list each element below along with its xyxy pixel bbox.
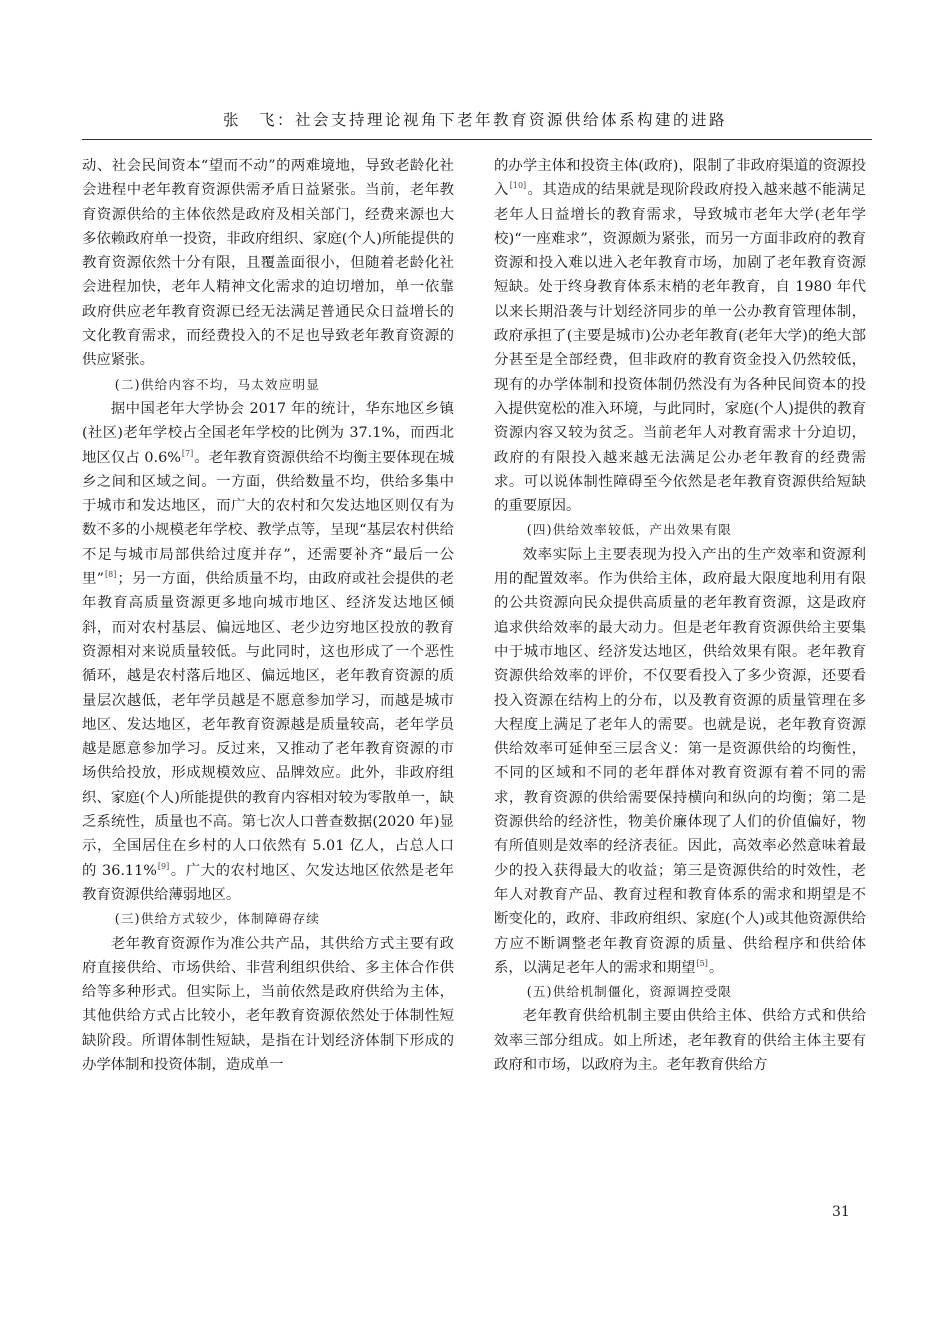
header-rule: [82, 139, 872, 140]
citation-5[interactable]: [5]: [696, 958, 708, 968]
citation-10[interactable]: [10]: [509, 181, 527, 191]
paragraph: [82, 397, 454, 907]
running-header: 张 飞：社会支持理论视角下老年教育资源供给体系构建的进路: [222, 111, 727, 129]
paragraph: 动、社会民间资本“望而不动”的两难境地，导致老龄化社会进程中老年教育资源供需矛盾日益紧张。当前，老年教育资源供给的主体依然是政府及相关部门，经费来源也大多依赖政府单一投资，非政府组织、家庭(个人)所能提供的教育资源依然十分有限，且覆盖面很小，但随着老龄化社会进程加快，老年人精神文化需求的迫切增加，单一依靠政府供应老年教育资源已经无法满足普通民众日益增长的文化教育需求，而经费投入的不足也导致老年教育资源的供应紧张。: [82, 158, 454, 369]
paragraph: 老年教育供给机制主要由供给主体、供给方式和供给效率三部分组成。如上所述，老年教育的供给主体主要有政府和市场，以政府为主。老年教育供给方: [494, 1008, 866, 1073]
citation-9[interactable]: [9]: [157, 861, 170, 871]
paragraph-text: 据中国老年大学协会 2017 年的统计，华东地区乡镇(社区)老年学校占全国老年学校的比例为 37.1%，而西北地区仅占 0.6%: [82, 400, 454, 466]
paragraph-text: 。老年教育资源供给不均衡主要体现在城乡之间和区域之间。一方面，供给数量不均，供给多集中于城市和发达地区，而广大的农村和欠发达地区则仅有为数不多的小规模老年学校、教学点等，呈现“基层农村供给不足与城市局部供给过度并存”，还需要补齐“最后一公里”: [82, 449, 454, 588]
citation-8[interactable]: [8]: [105, 570, 117, 580]
section-heading-5: (五)供给机制僵化，资源调控受限: [526, 984, 733, 1000]
citation-7[interactable]: [7]: [181, 448, 194, 458]
paragraph: 老年教育资源作为准公共产品，其供给方式主要有政府直接供给、市场供给、非营利组织供给、多主体合作供给等多种形式。但实际上，当前依然是政府供给为主体，其他供给方式占比较小，老年教育资源依然处于体制性短缺阶段。所谓体制性短缺，是指在计划经济体制下形成的办学体制和投资体制，造成单一: [82, 935, 454, 1073]
section-heading-2: (二)供给内容不均，马太效应明显: [114, 376, 321, 392]
paragraph: [494, 543, 866, 980]
paragraph-text: 的办学主体和投资主体(政府)，限制了非政府渠道的资源投入: [494, 158, 866, 199]
right-column: [494, 154, 866, 1077]
paragraph-text: 。其造成的结果就是现阶段政府投入越来越不能满足老年人日益增长的教育需求，导致城市老年大学(老年学校)“一座难求”，资源颇为紧张，而另一方面非政府的教育资源和投入难以进入老年教育市场，加剧了老年教育资源短缺。处于终身教育体系末梢的老年教育，自 1980 年代以来长期沿袭与计划经济同步的单一公办教育管理体制，政府承担了(主要是城市)公办老年教育(老年大学)的绝大部分甚至是全部经费，但非政府的教育资金投入仍然较低，现有的办学体制和投资体制仍然没有为各种民间资本的投入提供宽松的准入环境，与此同时，家庭(个人)提供的教育资源内容又较为贫乏。当前老年人对教育需求十分迫切，政府的有限投入越来越无法满足公办老年教育的经费需求。可以说体制性障碍至今依然是老年教育资源供给短缺的重要原因。: [494, 182, 866, 515]
left-column: [82, 154, 454, 1077]
page-number: 31: [832, 1204, 850, 1220]
paragraph-text: 。广大的农村地区、欠发达地区依然是老年教育资源供给薄弱地区。: [82, 862, 454, 903]
section-heading-4: (四)供给效率较低，产出效果有限: [526, 522, 733, 538]
paragraph-text: 效率实际上主要表现为投入产出的生产效率和资源利用的配置效率。作为供给主体，政府最大限度地利用有限的公共资源向民众提供高质量的老年教育资源，这是政府追求供给效率的最大动力。但是老年教育资源供给主要集中于城市地区、经济发达地区，供给效果有限。老年教育资源供给效率的评价，不仅要看投入了多少资源，还要看投入资源在结构上的分布，以及教育资源的质量管理在多大程度上满足了老年人的需要。也就是说，老年教育资源供给效率可延伸至三层含义：第一是资源供给的均衡性，不同的区域和不同的老年群体对教育资源有着不同的需求，教育资源的供给需要保持横向和纵向的均衡；第二是资源供给的经济性，物美价廉体现了人们的价值偏好，物有所值则是效率的经济表征。因此，高效率必然意味着最少的投入获得最大的收益；第三是资源供给的时效性，老年人对教育产品、教育过程和教育体系的需求和期望是不断变化的，政府、非政府组织、家庭(个人)或其他资源供给方应不断调整老年教育资源的质量、供给程序和供给体系，以满足老年人的需求和期望: [494, 546, 866, 976]
paragraph-text: ；另一方面，供给质量不均，由政府或社会提供的老年教育高质量资源更多地向城市地区、经济发达地区倾斜，而对农村基层、偏远地区、老少边穷地区投放的教育资源相对来说质量较低。与此同时，这也形成了一个恶性循环，越是农村落后地区、偏远地区，老年教育资源的质量层次越低，老年学员越是不愿意参加学习，而越是城市地区、发达地区，老年教育资源越是质量较高，老年学员越是愿意参加学习。反过来，又推动了老年教育资源的市场供给投放，形成规模效应、品牌效应。此外，非政府组织、家庭(个人)所能提供的教育内容相对较为零散单一，缺乏系统性，质量也不高。第七次人口普查数据(2020 年)显示，全国居住在乡村的人口依然有 5.01 亿人，占总人口的 36.11%: [82, 571, 454, 879]
section-heading-3: (三)供给方式较少，体制障碍存续: [114, 911, 321, 927]
paragraph: [494, 154, 866, 518]
paragraph-text: 。: [708, 959, 724, 976]
